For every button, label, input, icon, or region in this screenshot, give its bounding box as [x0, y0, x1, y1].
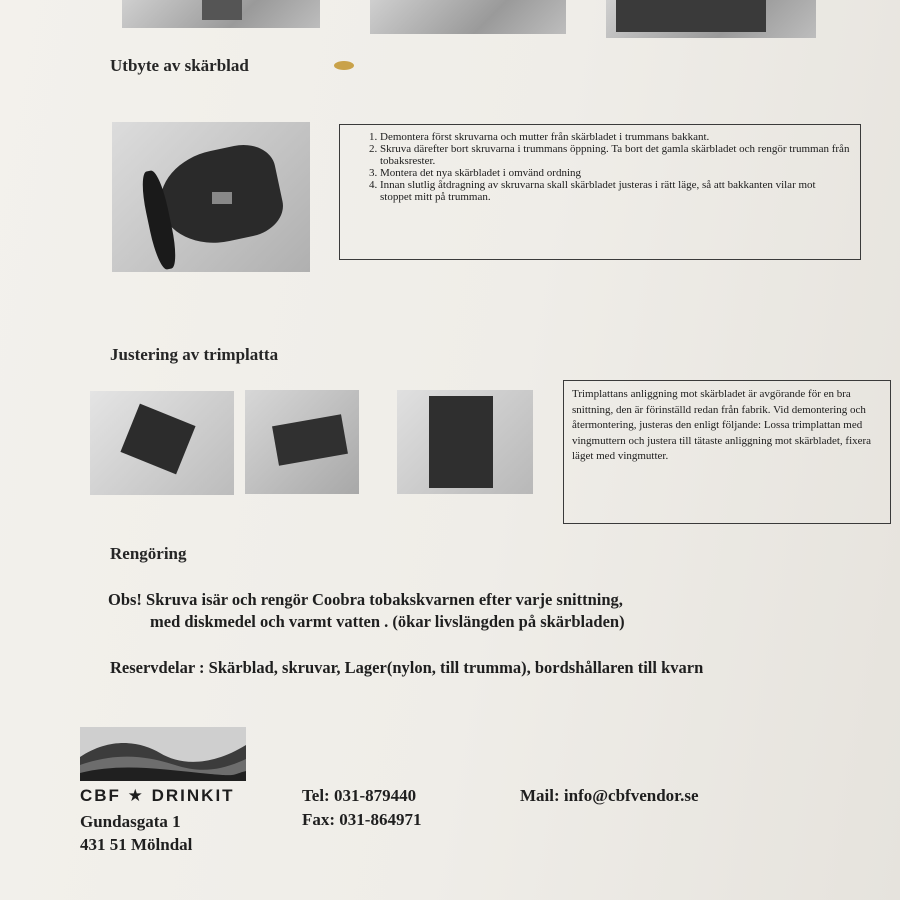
logo-wave-graphic: [80, 727, 246, 781]
company-name: CBF ★ DRINKIT: [80, 786, 235, 805]
company-email: Mail: info@cbfvendor.se: [520, 786, 699, 805]
trim-photo-2: [245, 390, 359, 494]
top-photo-1: [122, 0, 320, 28]
drum-photo: [112, 122, 310, 272]
blade-steps-list: [340, 125, 860, 207]
company-phone: Tel: 031-879440: [302, 786, 417, 805]
blade-step-4: 4. Innan slutlig åtdragning av skruvarna skall skärbladet justeras i rätt läge, så att bakkanten vilar mot stoppet mitt på trumman.: [380, 179, 850, 203]
company-logo: [80, 727, 246, 781]
trim-instructions-box: [563, 380, 891, 524]
company-street: Gundasgata 1: [80, 812, 181, 831]
blade-step-3: 3. Montera det nya skärbladet i omvänd ordning: [380, 167, 850, 179]
section-heading-cleaning: Rengöring: [110, 544, 187, 563]
top-photo-2: [370, 0, 566, 34]
top-photo-3: [606, 0, 816, 38]
blade-step-2: 2. Skruva därefter bort skruvarna i trummans öppning. Ta bort det gamla skärbladet och rengör trumman från tobaksrester.: [380, 143, 850, 167]
stain-mark: [334, 61, 354, 70]
company-city: 431 51 Mölndal: [80, 835, 193, 854]
cleaning-notice-line-2: med diskmedel och varmt vatten . (ökar livslängden på skärbladen): [150, 612, 625, 631]
trim-instructions-text: Trimplattans anliggning mot skärbladet är avgörande för en bra snittning, den är förinställd redan från fabrik. Vid demontering och återmontering, justeras den enligt följande: Lossa trimplattan med vingmuttern och justera till tätaste anliggning mot skärbladet, fixera läget med vingmutter.: [572, 388, 872, 462]
cleaning-notice-line-1: Obs! Skruva isär och rengör Coobra tobakskvarnen efter varje snittning,: [108, 590, 623, 609]
trim-photo-1: [90, 391, 234, 495]
blade-instructions-box: [339, 124, 861, 260]
section-heading-trim: Justering av trimplatta: [110, 345, 279, 364]
trim-photo-3: [397, 390, 533, 494]
company-fax: Fax: 031-864971: [302, 810, 422, 829]
blade-step-1: 1. Demontera först skruvarna och mutter från skärbladet i trummans bakkant.: [380, 131, 850, 143]
section-heading-blade: Utbyte av skärblad: [110, 56, 249, 75]
spare-parts-line: Reservdelar : Skärblad, skruvar, Lager(nylon, till trumma), bordshållaren till kvarn: [110, 658, 704, 677]
